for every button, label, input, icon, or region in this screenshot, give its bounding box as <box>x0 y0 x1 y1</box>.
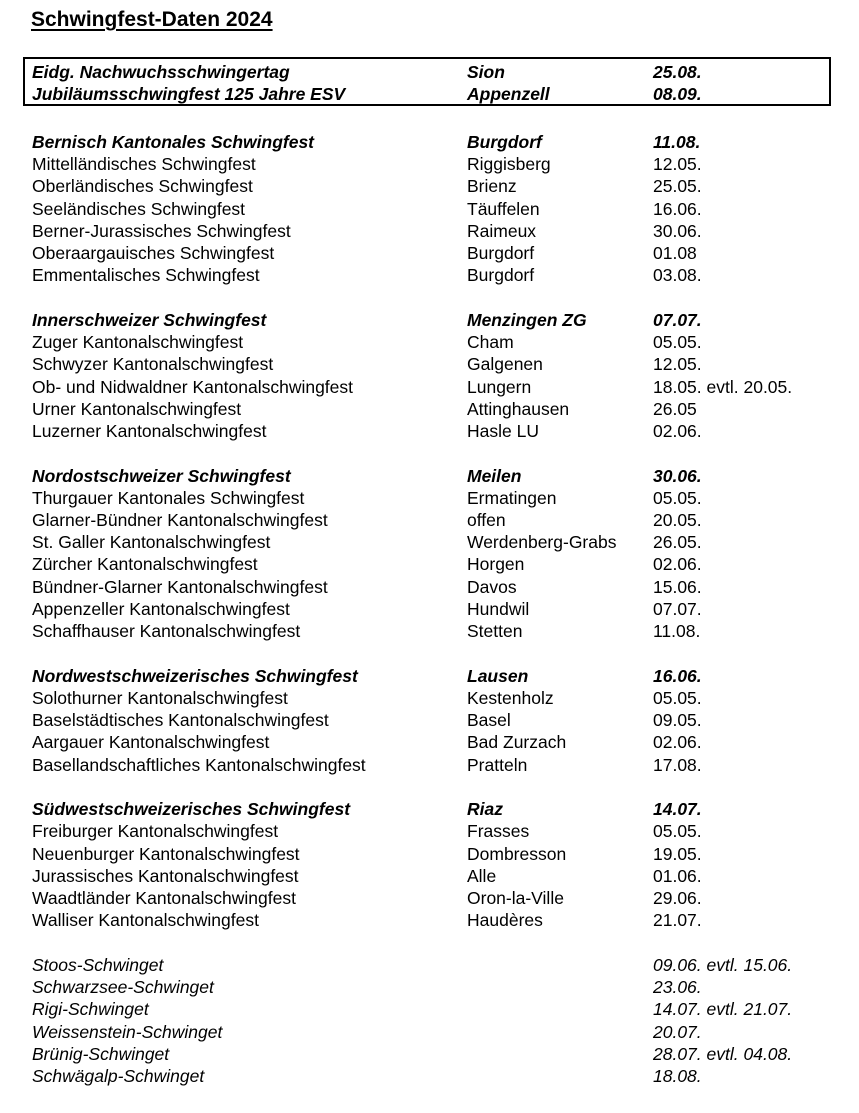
event-date: 20.05. <box>653 510 702 530</box>
event-place: Basel <box>467 710 511 731</box>
event-date: 03.08. <box>653 265 702 286</box>
event-place: Sion <box>467 62 505 82</box>
event-date: 14.07. evtl. 21.07. <box>653 999 793 1020</box>
event-date: 05.05. <box>653 821 702 842</box>
event-date: 09.05. <box>653 710 702 731</box>
event-place: Kestenholz <box>467 687 554 708</box>
event-date: 25.08. <box>653 62 702 82</box>
event-name: Walliser Kantonalschwingfest <box>32 910 259 931</box>
event-name: Mittelländisches Schwingfest <box>32 154 256 175</box>
event-date: 26.05. <box>653 532 702 553</box>
event-place: Alle <box>467 865 497 886</box>
event-name: Oberaargauisches Schwingfest <box>32 243 275 263</box>
event-date: 09.06. evtl. 15.06. <box>653 954 793 975</box>
event-name: Glarner-Bündner Kantonalschwingfest <box>32 510 328 530</box>
event-date: 05.05. <box>653 687 702 708</box>
event-date: 28.07. evtl. 04.08. <box>653 1043 793 1064</box>
event-place: Haudères <box>467 910 543 931</box>
event-date: 01.08 <box>653 243 697 263</box>
event-place: Werdenberg-Grabs <box>467 532 617 553</box>
event-name: Stoos-Schwinget <box>32 954 164 975</box>
event-date: 02.06. <box>653 732 702 753</box>
event-name: Solothurner Kantonalschwingfest <box>32 687 288 708</box>
event-date: 08.09. <box>653 84 702 105</box>
event-name: Basellandschaftliches Kantonalschwingfest <box>32 754 366 775</box>
event-date: 29.06. <box>653 888 702 908</box>
event-name: Neuenburger Kantonalschwingfest <box>32 843 300 864</box>
event-place: Meilen <box>467 465 522 486</box>
event-name: Bündner-Glarner Kantonalschwingfest <box>32 576 328 597</box>
event-date: 11.08. <box>653 132 701 152</box>
event-date: 23.06. <box>653 977 702 998</box>
event-name: Nordostschweizer Schwingfest <box>32 465 291 486</box>
event-date: 01.06. <box>653 865 702 886</box>
page-title: Schwingfest-Daten 2024 <box>31 8 273 31</box>
event-name: Zuger Kantonalschwingfest <box>32 332 244 353</box>
event-date: 05.05. <box>653 487 702 508</box>
event-place: Riaz <box>467 799 503 820</box>
event-place: Galgenen <box>467 354 543 375</box>
event-name: Nordwestschweizerisches Schwingfest <box>32 665 358 686</box>
event-name: Schwägalp-Schwinget <box>32 1065 205 1086</box>
event-name: Weissenstein-Schwinget <box>32 1021 223 1042</box>
event-date: 21.07. <box>653 910 702 931</box>
event-place: Bad Zurzach <box>467 732 567 753</box>
event-date: 05.05. <box>653 332 702 353</box>
event-date: 17.08. <box>653 754 702 775</box>
event-name: St. Galler Kantonalschwingfest <box>32 532 271 553</box>
event-date: 30.06. <box>653 465 702 486</box>
event-place: Davos <box>467 576 517 597</box>
event-name: Baselstädtisches Kantonalschwingfest <box>32 710 329 731</box>
event-name: Schwarzsee-Schwinget <box>32 977 214 998</box>
event-name: Bernisch Kantonales Schwingfest <box>32 132 315 152</box>
event-place: Lungern <box>467 376 532 397</box>
event-place: Stetten <box>467 621 523 641</box>
event-place: Cham <box>467 332 514 353</box>
event-place: Dombresson <box>467 843 567 864</box>
event-name: Waadtländer Kantonalschwingfest <box>32 888 296 908</box>
event-place: Brienz <box>467 176 517 197</box>
event-date: 25.05. <box>653 176 702 197</box>
event-place: Täuffelen <box>467 198 540 219</box>
event-name: Jurassisches Kantonalschwingfest <box>32 865 299 886</box>
event-place: Hasle LU <box>467 420 539 441</box>
event-date: 20.07. <box>653 1021 702 1042</box>
event-name: Ob- und Nidwaldner Kantonalschwingfest <box>32 376 354 397</box>
event-date: 11.08. <box>653 621 701 641</box>
event-name: Aargauer Kantonalschwingfest <box>32 732 270 753</box>
event-name: Seeländisches Schwingfest <box>32 198 246 219</box>
event-name: Emmentalisches Schwingfest <box>32 265 260 286</box>
event-place: Menzingen ZG <box>467 309 587 330</box>
event-date: 19.05. <box>653 843 702 864</box>
event-place: Appenzell <box>467 84 550 105</box>
event-place: Burgdorf <box>467 265 535 286</box>
event-date: 14.07. <box>653 799 702 820</box>
event-date: 02.06. <box>653 554 702 575</box>
event-place: Lausen <box>467 665 529 686</box>
event-date: 07.07. <box>653 309 702 330</box>
event-date: 07.07. <box>653 598 702 619</box>
event-date: 16.06. <box>653 198 702 219</box>
event-date: 30.06. <box>653 220 702 241</box>
event-date: 02.06. <box>653 420 702 441</box>
event-place: Hundwil <box>467 598 530 619</box>
event-date: 12.05. <box>653 354 702 375</box>
event-date: 26.05 <box>653 398 697 419</box>
event-date: 12.05. <box>653 154 702 175</box>
event-date: 18.05. evtl. 20.05. <box>653 376 793 397</box>
event-place: Frasses <box>467 821 530 842</box>
event-name: Thurgauer Kantonales Schwingfest <box>32 487 305 508</box>
event-date: 18.08. <box>653 1065 702 1086</box>
event-place: offen <box>467 510 506 530</box>
event-place: Ermatingen <box>467 487 557 508</box>
event-name: Innerschweizer Schwingfest <box>32 309 267 330</box>
event-place: Horgen <box>467 554 525 575</box>
event-name: Brünig-Schwinget <box>32 1043 170 1064</box>
event-name: Jubiläumsschwingfest 125 Jahre ESV <box>32 84 346 105</box>
event-place: Pratteln <box>467 754 528 775</box>
event-place: Oron-la-Ville <box>467 888 564 908</box>
event-place: Burgdorf <box>467 243 535 263</box>
event-name: Urner Kantonalschwingfest <box>32 398 242 419</box>
event-date: 15.06. <box>653 576 702 597</box>
event-name: Freiburger Kantonalschwingfest <box>32 821 279 842</box>
event-date: 16.06. <box>653 665 702 686</box>
event-place: Attinghausen <box>467 398 570 419</box>
event-name: Schaffhauser Kantonalschwingfest <box>32 621 301 641</box>
event-name: Südwestschweizerisches Schwingfest <box>32 799 351 820</box>
event-name: Rigi-Schwinget <box>32 999 149 1020</box>
event-name: Schwyzer Kantonalschwingfest <box>32 354 274 375</box>
event-name: Eidg. Nachwuchsschwingertag <box>32 62 290 82</box>
event-place: Raimeux <box>467 220 537 241</box>
event-name: Zürcher Kantonalschwingfest <box>32 554 258 575</box>
event-name: Luzerner Kantonalschwingfest <box>32 420 267 441</box>
event-name: Berner-Jurassisches Schwingfest <box>32 220 291 241</box>
event-place: Burgdorf <box>467 132 542 152</box>
event-name: Appenzeller Kantonalschwingfest <box>32 598 290 619</box>
event-place: Riggisberg <box>467 154 551 175</box>
event-name: Oberländisches Schwingfest <box>32 176 253 197</box>
